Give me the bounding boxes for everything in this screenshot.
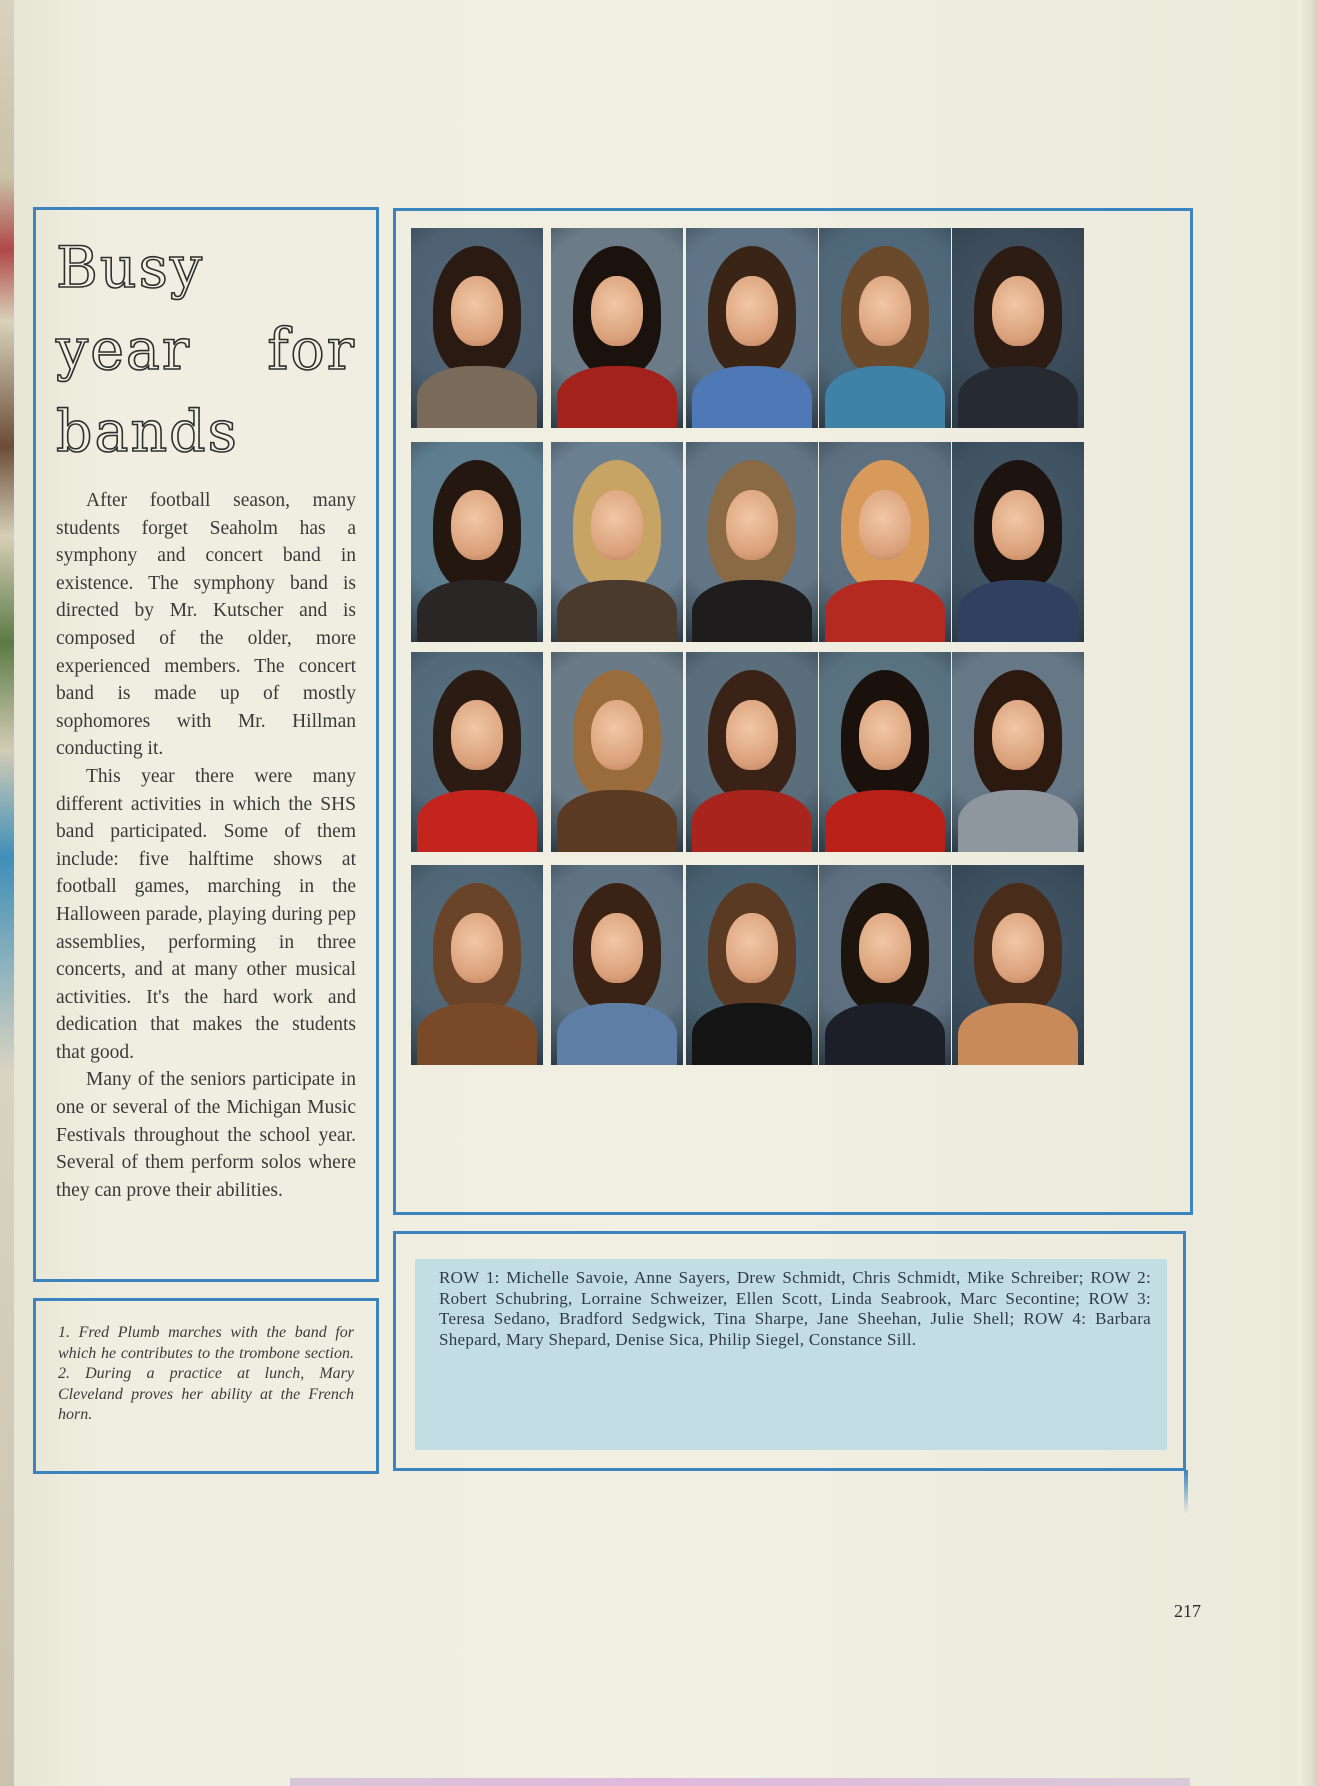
portrait-photo xyxy=(686,865,818,1065)
article-box xyxy=(33,207,379,1282)
names-caption-box xyxy=(393,1231,1186,1471)
portrait-photo xyxy=(551,228,683,428)
article-body xyxy=(56,487,356,1204)
portrait-photo xyxy=(952,865,1084,1065)
portrait-photo xyxy=(551,865,683,1065)
portrait-photo xyxy=(686,228,818,428)
portrait-photo xyxy=(819,652,951,852)
page-right-edge xyxy=(1298,0,1318,1786)
bottom-page-edge xyxy=(290,1778,1190,1786)
article-title: Busy year for bands xyxy=(56,235,356,465)
photo-caption: 1. Fred Plumb marches with the band for which he contributes to the trombone section. 2. During a practice at lunch, Mary Cleveland proves her ability at the French horn. xyxy=(58,1324,354,1423)
portrait-photo xyxy=(411,442,543,642)
portrait-photo xyxy=(819,865,951,1065)
portrait-photo xyxy=(551,652,683,852)
portrait-photo xyxy=(686,652,818,852)
portrait-photo xyxy=(686,442,818,642)
portrait-photo xyxy=(819,442,951,642)
page-number: 217 xyxy=(1174,1601,1201,1621)
article-paragraph-1: After football season, many students forget Seaholm has a symphony and concert band in existence. The symphony band is directed by Mr. Kutscher and is composed of the older, more experienced members. The concert band is made up of mostly sophomores with Mr. Hillman conducting it. xyxy=(56,490,356,760)
book-spine-edge xyxy=(0,0,14,1786)
portrait-photo xyxy=(952,652,1084,852)
photo-caption-box xyxy=(33,1298,379,1474)
portrait-photo xyxy=(952,442,1084,642)
portrait-photo xyxy=(411,865,543,1065)
article-paragraph-3: Many of the seniors participate in one or several of the Michigan Music Festivals throughout the school year. Several of them perform solos where they can prove their abilities. xyxy=(56,1069,356,1201)
article-paragraph-2: This year there were many different activities in which the SHS band participated. Some of them include: five halftime shows at football games, marching in the Halloween parade, playing during pep assemblies, performing in three concerts, and at many other musical activities. It's the hard work and dedication that makes the students that good. xyxy=(56,765,356,1063)
portrait-photo xyxy=(411,652,543,852)
portrait-photo xyxy=(411,228,543,428)
names-caption: ROW 1: Michelle Savoie, Anne Sayers, Drew Schmidt, Chris Schmidt, Mike Schreiber; ROW 2: Robert Schubring, Lorraine Schweizer, Ellen Scott, Linda Seabrook, Marc Secontine; ROW 3: Teresa Sedano, Bradford Sedgwick, Tina Sharpe, Jane Sheehan, Julie Shell; ROW 4: Barbara Shepard, Mary Shepard, Denise Sica, Philip Siegel, Constance Sill. xyxy=(439,1268,1151,1349)
portrait-photo xyxy=(551,442,683,642)
portrait-photo xyxy=(819,228,951,428)
portrait-grid xyxy=(393,208,1193,1215)
portrait-photo xyxy=(952,228,1084,428)
decorative-rule xyxy=(1184,1470,1188,1514)
